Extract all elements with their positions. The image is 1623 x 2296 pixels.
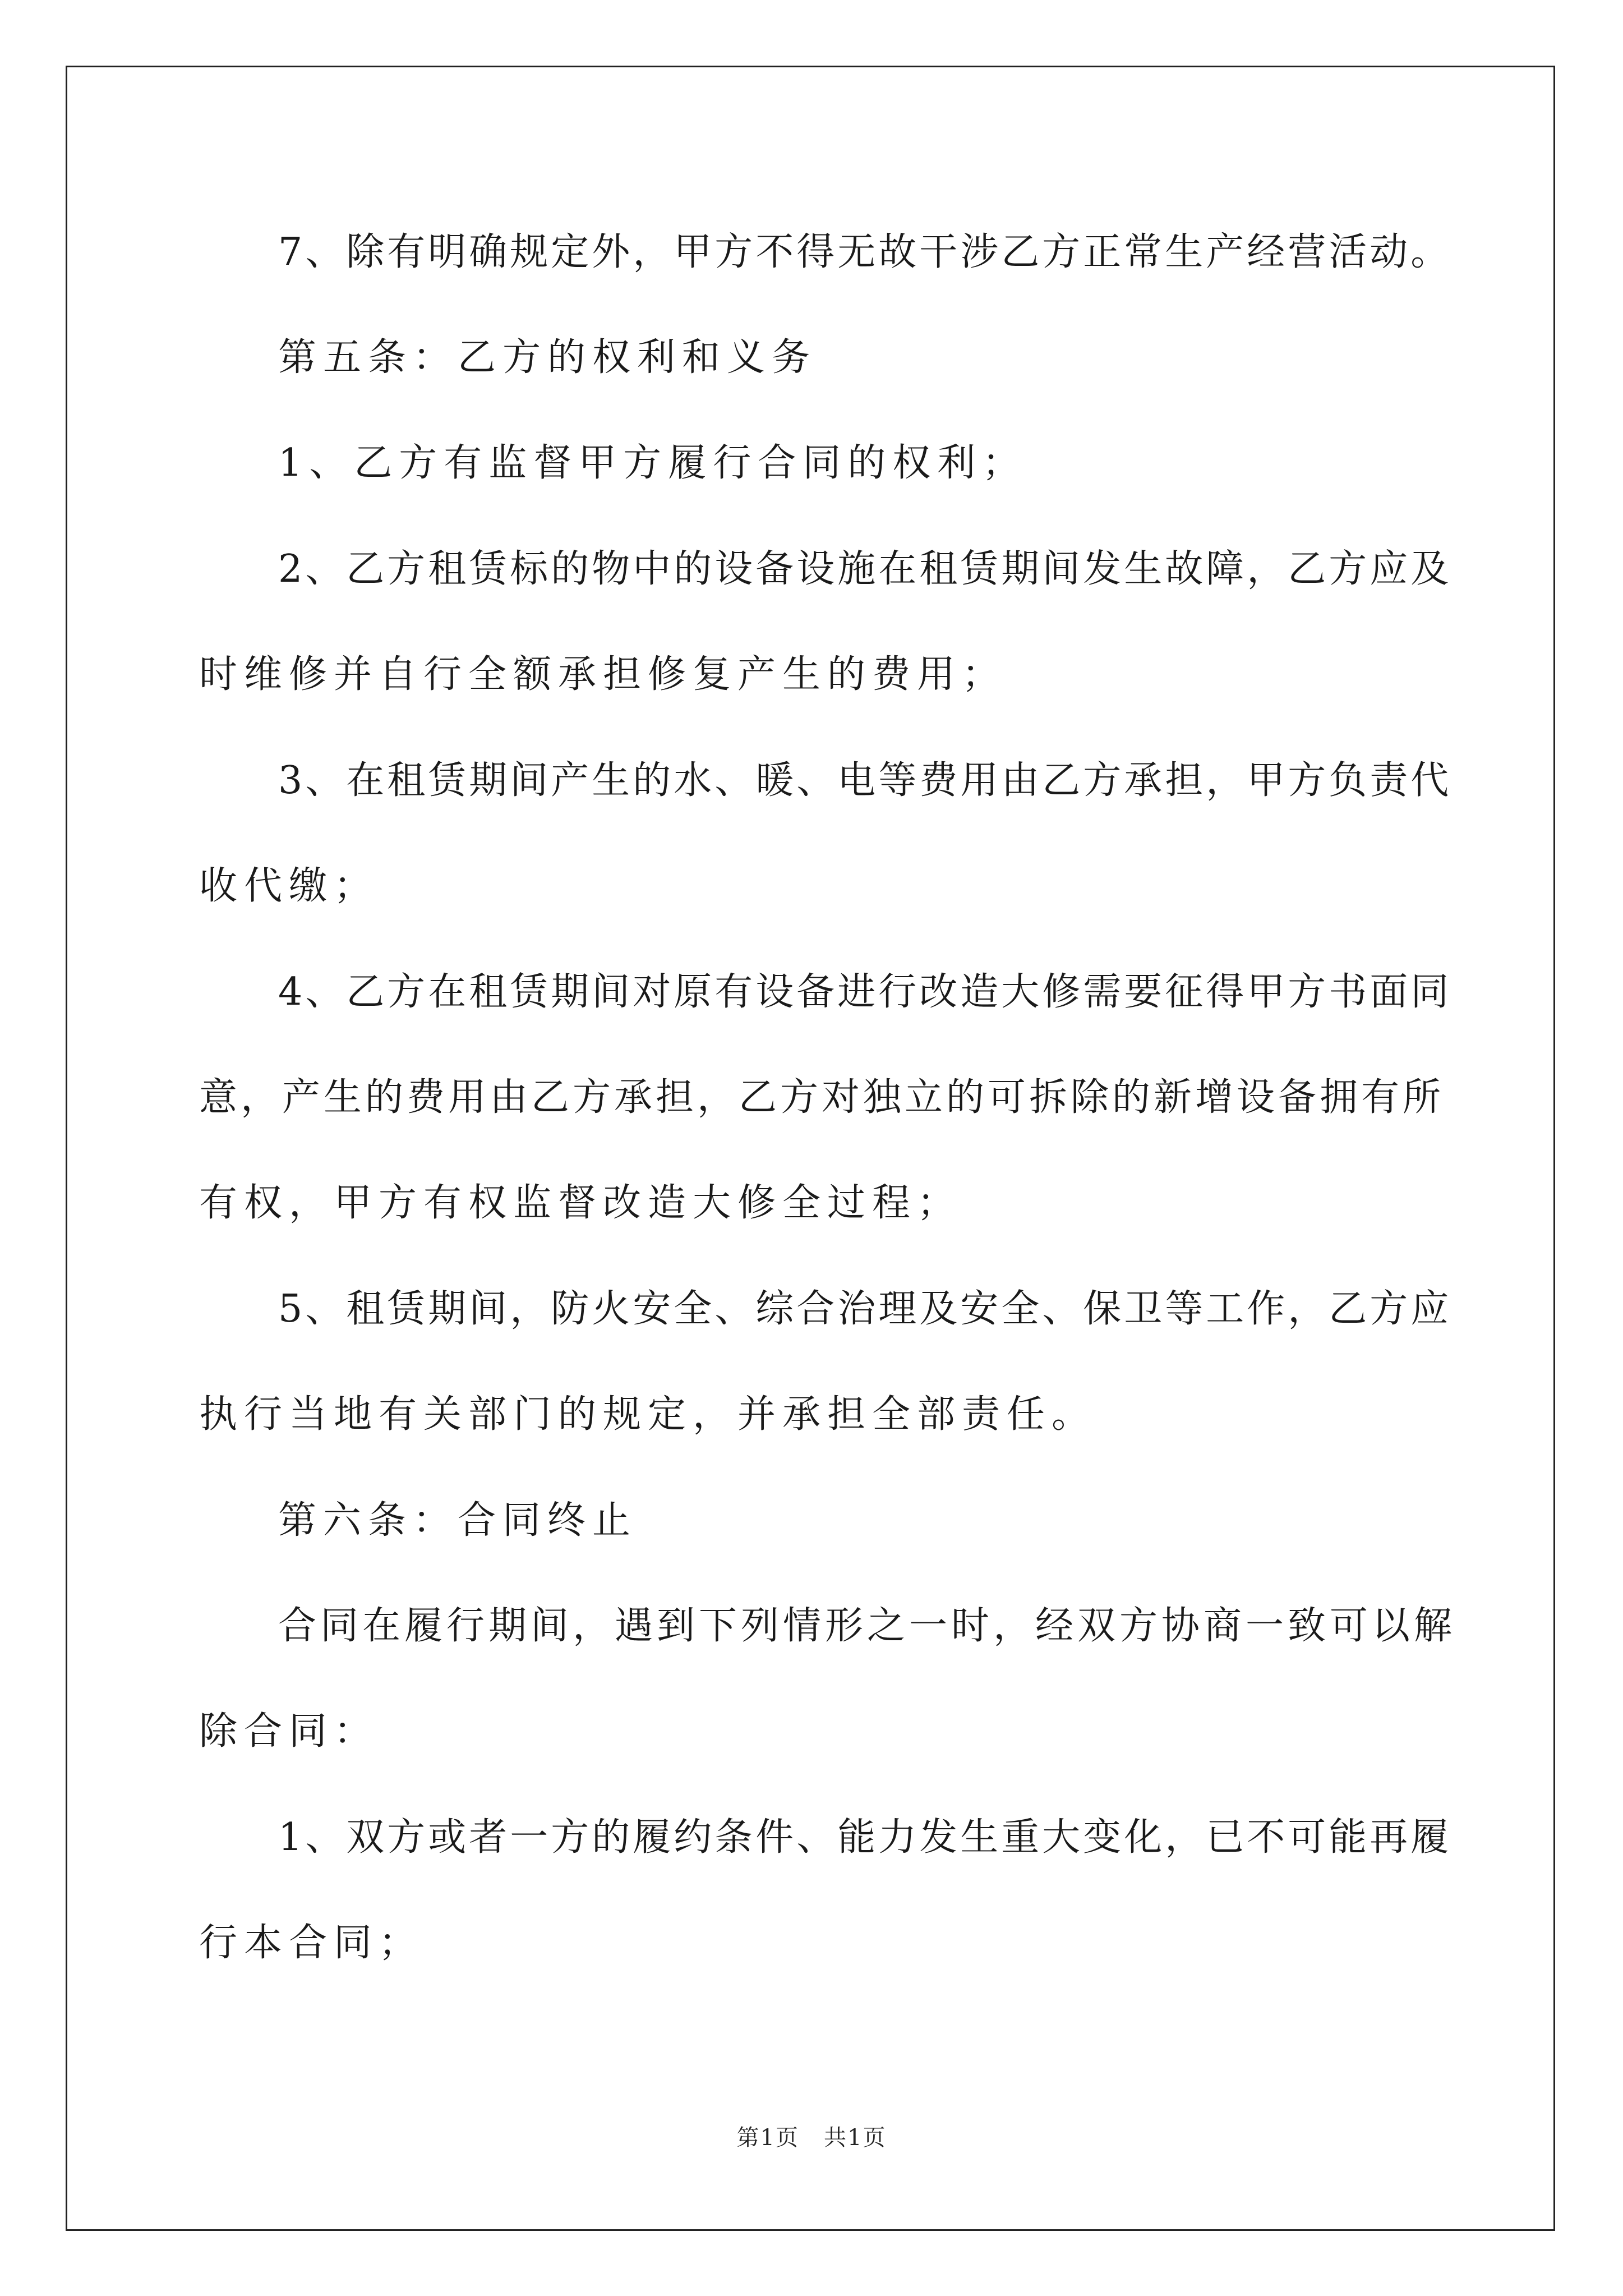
page-number: 第1页 [736, 2125, 799, 2151]
clause-5-item-4-line-1: 4、乙方在租赁期间对原有设备进行改造大修需要征得甲方书面同 [278, 970, 1452, 1014]
clause-6-intro-line-1: 合同在履行期间，遇到下列情形之一时，经双方协商一致可以解 [278, 1604, 1456, 1648]
heading-article-6: 第六条：合同终止 [278, 1498, 638, 1543]
clause-5-item-4-line-2: 意，产生的费用由乙方承担，乙方对独立的可拆除的新增设备拥有所 [199, 1075, 1445, 1120]
page-footer [0, 2124, 1623, 2152]
clause-5-item-5-line-2: 执行当地有关部门的规定，并承担全部责任。 [199, 1392, 1097, 1437]
heading-article-5: 第五条：乙方的权利和义务 [278, 335, 817, 380]
clause-5-item-3-line-1: 3、在租赁期间产生的水、暖、电等费用由乙方承担，甲方负责代 [278, 758, 1452, 803]
clause-6-item-1-line-2: 行本合同； [199, 1921, 424, 1965]
clause-4-item-7: 7、除有明确规定外，甲方不得无故干涉乙方正常生产经营活动。 [278, 230, 1452, 274]
clause-6-item-1-line-1: 1、双方或者一方的履约条件、能力发生重大变化，已不可能再履 [278, 1815, 1452, 1860]
clause-6-intro-line-2: 除合同： [199, 1709, 379, 1754]
clause-5-item-1: 1、乙方有监督甲方履行合同的权利； [278, 441, 1027, 485]
clause-5-item-3-line-2: 收代缴； [199, 864, 379, 908]
clause-5-item-5-line-1: 5、租赁期间，防火安全、综合治理及安全、保卫等工作，乙方应 [278, 1287, 1452, 1331]
clause-5-item-4-line-3: 有权，甲方有权监督改造大修全过程； [199, 1181, 962, 1225]
page-total: 共1页 [824, 2125, 887, 2151]
clause-5-item-2-line-1: 2、乙方租赁标的物中的设备设施在租赁期间发生故障，乙方应及 [278, 547, 1452, 591]
clause-5-item-2-line-2: 时维修并自行全额承担修复产生的费用； [199, 652, 1007, 697]
page-border [66, 66, 1555, 2231]
